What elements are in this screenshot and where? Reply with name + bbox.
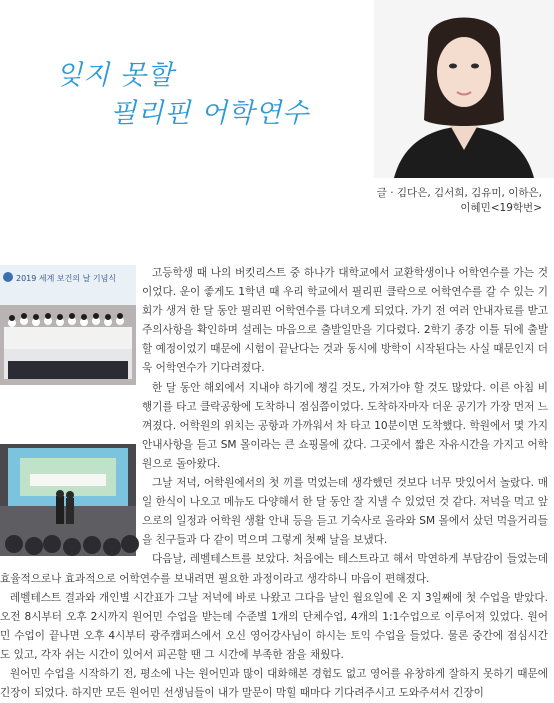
- article-paragraph-3: 그날 저녁, 어학원에서의 첫 끼를 먹었는데 생각했던 것보다 너무 맛있어서 놀랐다. 매일 한식이 나오고 메뉴도 다양해서 한 달 동안 잘 지낼 수 있었던 것 같다. 저녁을 먹고 앞으로의 일정과 어학원 생활 안내 등을 듣고 기숙사로 올라와 SM 몰에서 샀던 먹을거리들을 친구들과 다 같이 먹으며 그렇게 첫째 날을 보냈다.: [142, 477, 548, 547]
- credit-names: 글 · 김다은, 김서희, 김유미, 이하은,: [376, 187, 542, 199]
- author-portrait-photo: [374, 0, 554, 178]
- article-paragraph-1: 고등학생 때 나의 버킷리스트 중 하나가 대학교에서 교환학생이나 어학연수를 가는 것이었다. 운이 좋게도 1학년 때 우리 학교에서 필리핀 클락으로 어학연수를 갈 수 있는 기회가 생겨 한 달 동안 필리핀 어학연수를 다녀오게 되었다. 가기 전 여러 안내자료를 받고 주의사항을 확인하며 설레는 마음으로 출발일만을 기다렸다. 2학기 종강 이틀 뒤에 출발할 예정이었기 때문에 시험이 끝난다는 것과 동시에 방학이 시작된다는 사실 때문인지 더욱 어학연수가 기다려졌다.: [142, 267, 548, 375]
- title-line-2: 필리핀 어학연수: [110, 98, 310, 130]
- article-paragraph-4: 다음날, 레벨테스트를 보았다. 처음에는 테스트라고 해서 막연하게 부담감이 들었는데 효율적으로나 효과적으로 어학연수를 보내려면 필요한 과정이라고 생각하니 마음이 편해졌다.: [0, 553, 548, 585]
- article-paragraph-2: 한 달 동안 해외에서 지내야 하기에 챙길 것도, 가져가야 할 것도 많았다. 이른 아침 비행기를 타고 클락공항에 도착하니 점심쯤이었다. 도착하자마자 더운 공기가 가장 먼저 느껴졌다. 어학원의 위치는 공항과 가까워서 차 타고 10분이면 도착했다. 학원에서 몇 가지 안내사항을 듣고 SM 몰이라는 큰 쇼핑몰에 갔다. 그곳에서 짧은 자유시간을 가지고 어학원으로 돌아왔다.: [142, 381, 548, 470]
- credit-class-year: 이혜민<19학번>: [460, 202, 542, 215]
- article-paragraph-5: 레벨테스트 결과와 개인별 시간표가 그날 저녁에 바로 나왔고 그다음 날인 월요일에 온 지 3일째에 첫 수업을 받았다. 오전 8시부터 오후 2시까지 원어민 수업을 받는데 수준별 1개의 단체수업, 4개의 1:1수업으로 이루어져 있었다. 원어민 수업이 끝나면 오후 4시부터 광주캠퍼스에서 오신 영어강사님이 하시는 토익 수업을 들었다. 물론 중간에 점심시간도 있고, 각자 쉬는 시간이 있어서 피곤할 땐 그 시간에 부족한 잠을 채웠다.: [0, 591, 548, 661]
- photo-column-spacer: [0, 264, 142, 560]
- title-line-1: 잊지 못할: [56, 60, 174, 91]
- banner-text: 2019 세계 보건의 날 기념식: [16, 274, 117, 283]
- article-title: [56, 60, 316, 131]
- article-body: [0, 264, 548, 703]
- author-credit: [342, 186, 542, 216]
- article-paragraph-6: 원어민 수업을 시작하기 전, 평소에 나는 원어민과 많이 대화해본 경험도 없고 영어를 유창하게 잘하지 못하기 때문에 긴장이 되었다. 하지만 모든 원어민 선생님들이 내가 말문이 막힐 때마다 기다려주시고 도와주셔서 긴장이: [0, 667, 548, 700]
